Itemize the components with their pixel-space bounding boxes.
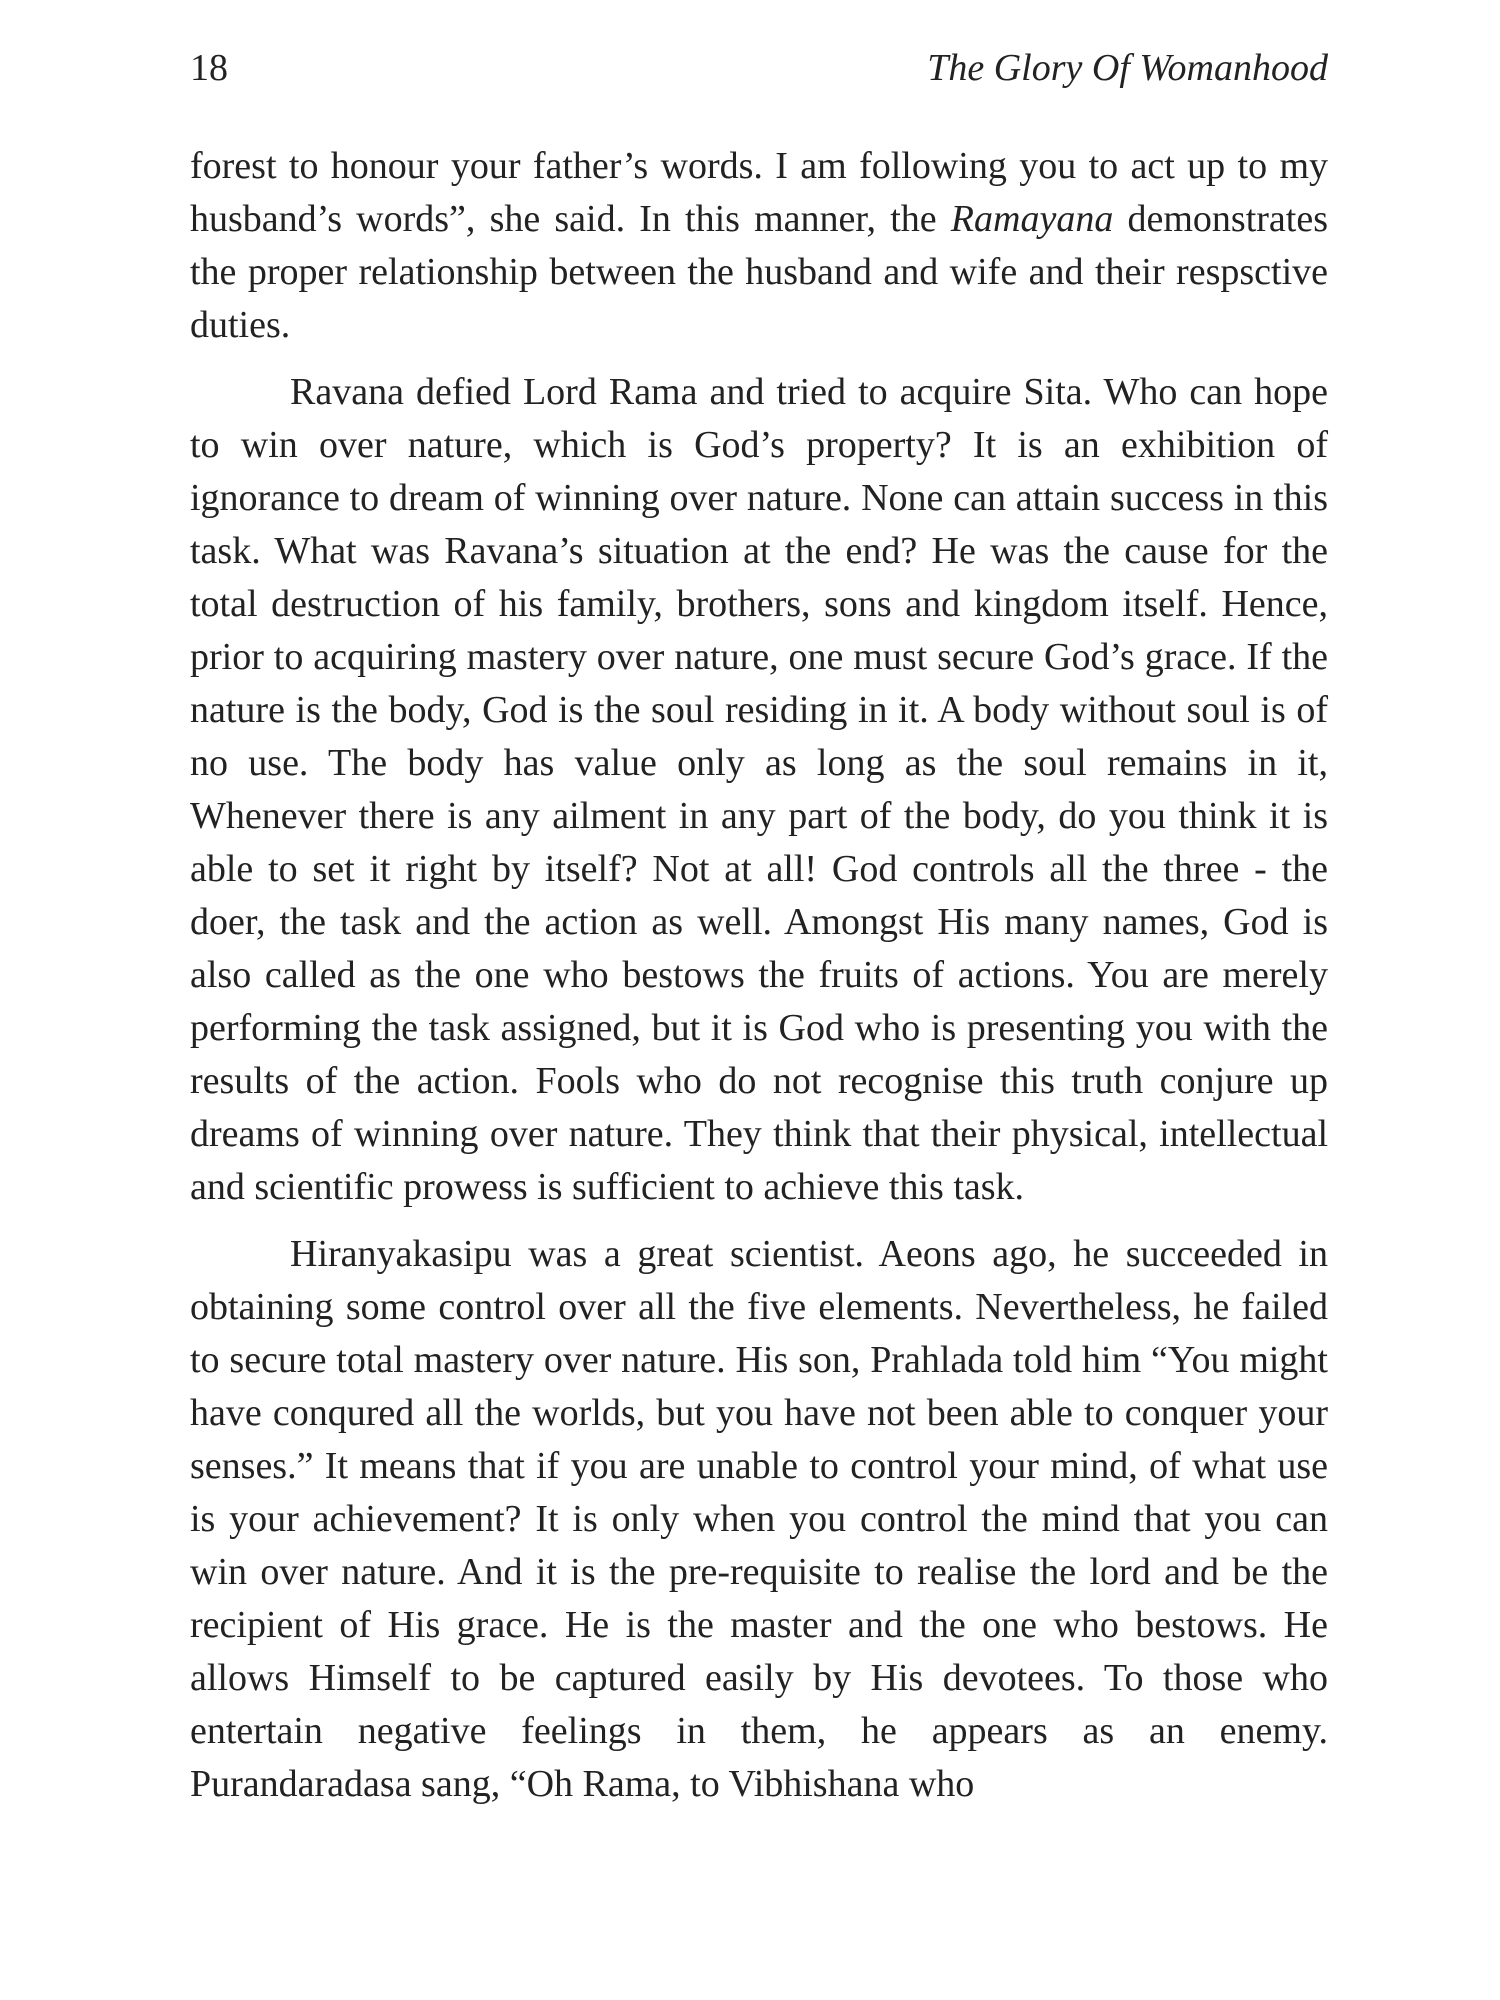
paragraph-2: Ravana defied Lord Rama and tried to acquire Sita. Who can hope to win over nature, which is God’s property? It is an exhibition of ignorance to dream of winning over nature. None can attain success in this task. What was Ravana’s situation at the end? He was the cause for the total destruction of his family, brothers, sons and kingdom itself. Hence, prior to acquiring mastery over nature, one must secure God’s grace. If the nature is the body, God is the soul residing in it. A body without soul is of no use. The body has value only as long as the soul remains in it, Whenever there is any ailment in any part of the body, do you think it is able to set it right by itself? Not at all! God controls all the three - the doer, the task and the action as well. Amongst His many names, God is also called as the one who bestows the fruits of actions. You are merely performing the task assigned, but it is God who is presenting you with the results of the action. Fools who do not recognise this truth conjure up dreams of winning over nature. They think that their physical, intellectual and scientific prowess is sufficient to achieve this task. (190, 371, 1328, 1208)
book-title: The Glory Of Womanhood (927, 47, 1328, 89)
paragraph-3: Hiranyakasipu was a great scientist. Aeons ago, he succeeded in obtaining some control over all the five elements. Nevertheless, he failed to secure total mastery over nature. His son, Prahlada told him “You might have conqured all the worlds, but you have not been able to conquer your senses.” It means that if you are unable to control your mind, of what use is your achievement? It is only when you control the mind that you can win over nature. And it is the pre-requisite to realise the lord and be the recipient of His grace. He is the master and the one who bestows. He allows Himself to be captured easily by His devotees. To those who entertain negative feelings in them, he appears as an enemy. Purandaradasa sang, “Oh Rama, to Vibhishana who (190, 1233, 1328, 1805)
ramayana-emphasis: Ramayana (950, 198, 1114, 240)
paragraph-1-text-after: demonstrates the proper relationship between the husband and wife and their respsctive duties. (190, 198, 1328, 346)
paragraph-1 (190, 140, 1328, 352)
running-head (190, 38, 1328, 98)
paragraph-1-text-before: forest to honour your father’s words. I am following you to act up to my husband’s words”, she said. In this manner, the (190, 145, 1328, 240)
page-number: 18 (190, 47, 228, 89)
body-text (190, 140, 1328, 1811)
